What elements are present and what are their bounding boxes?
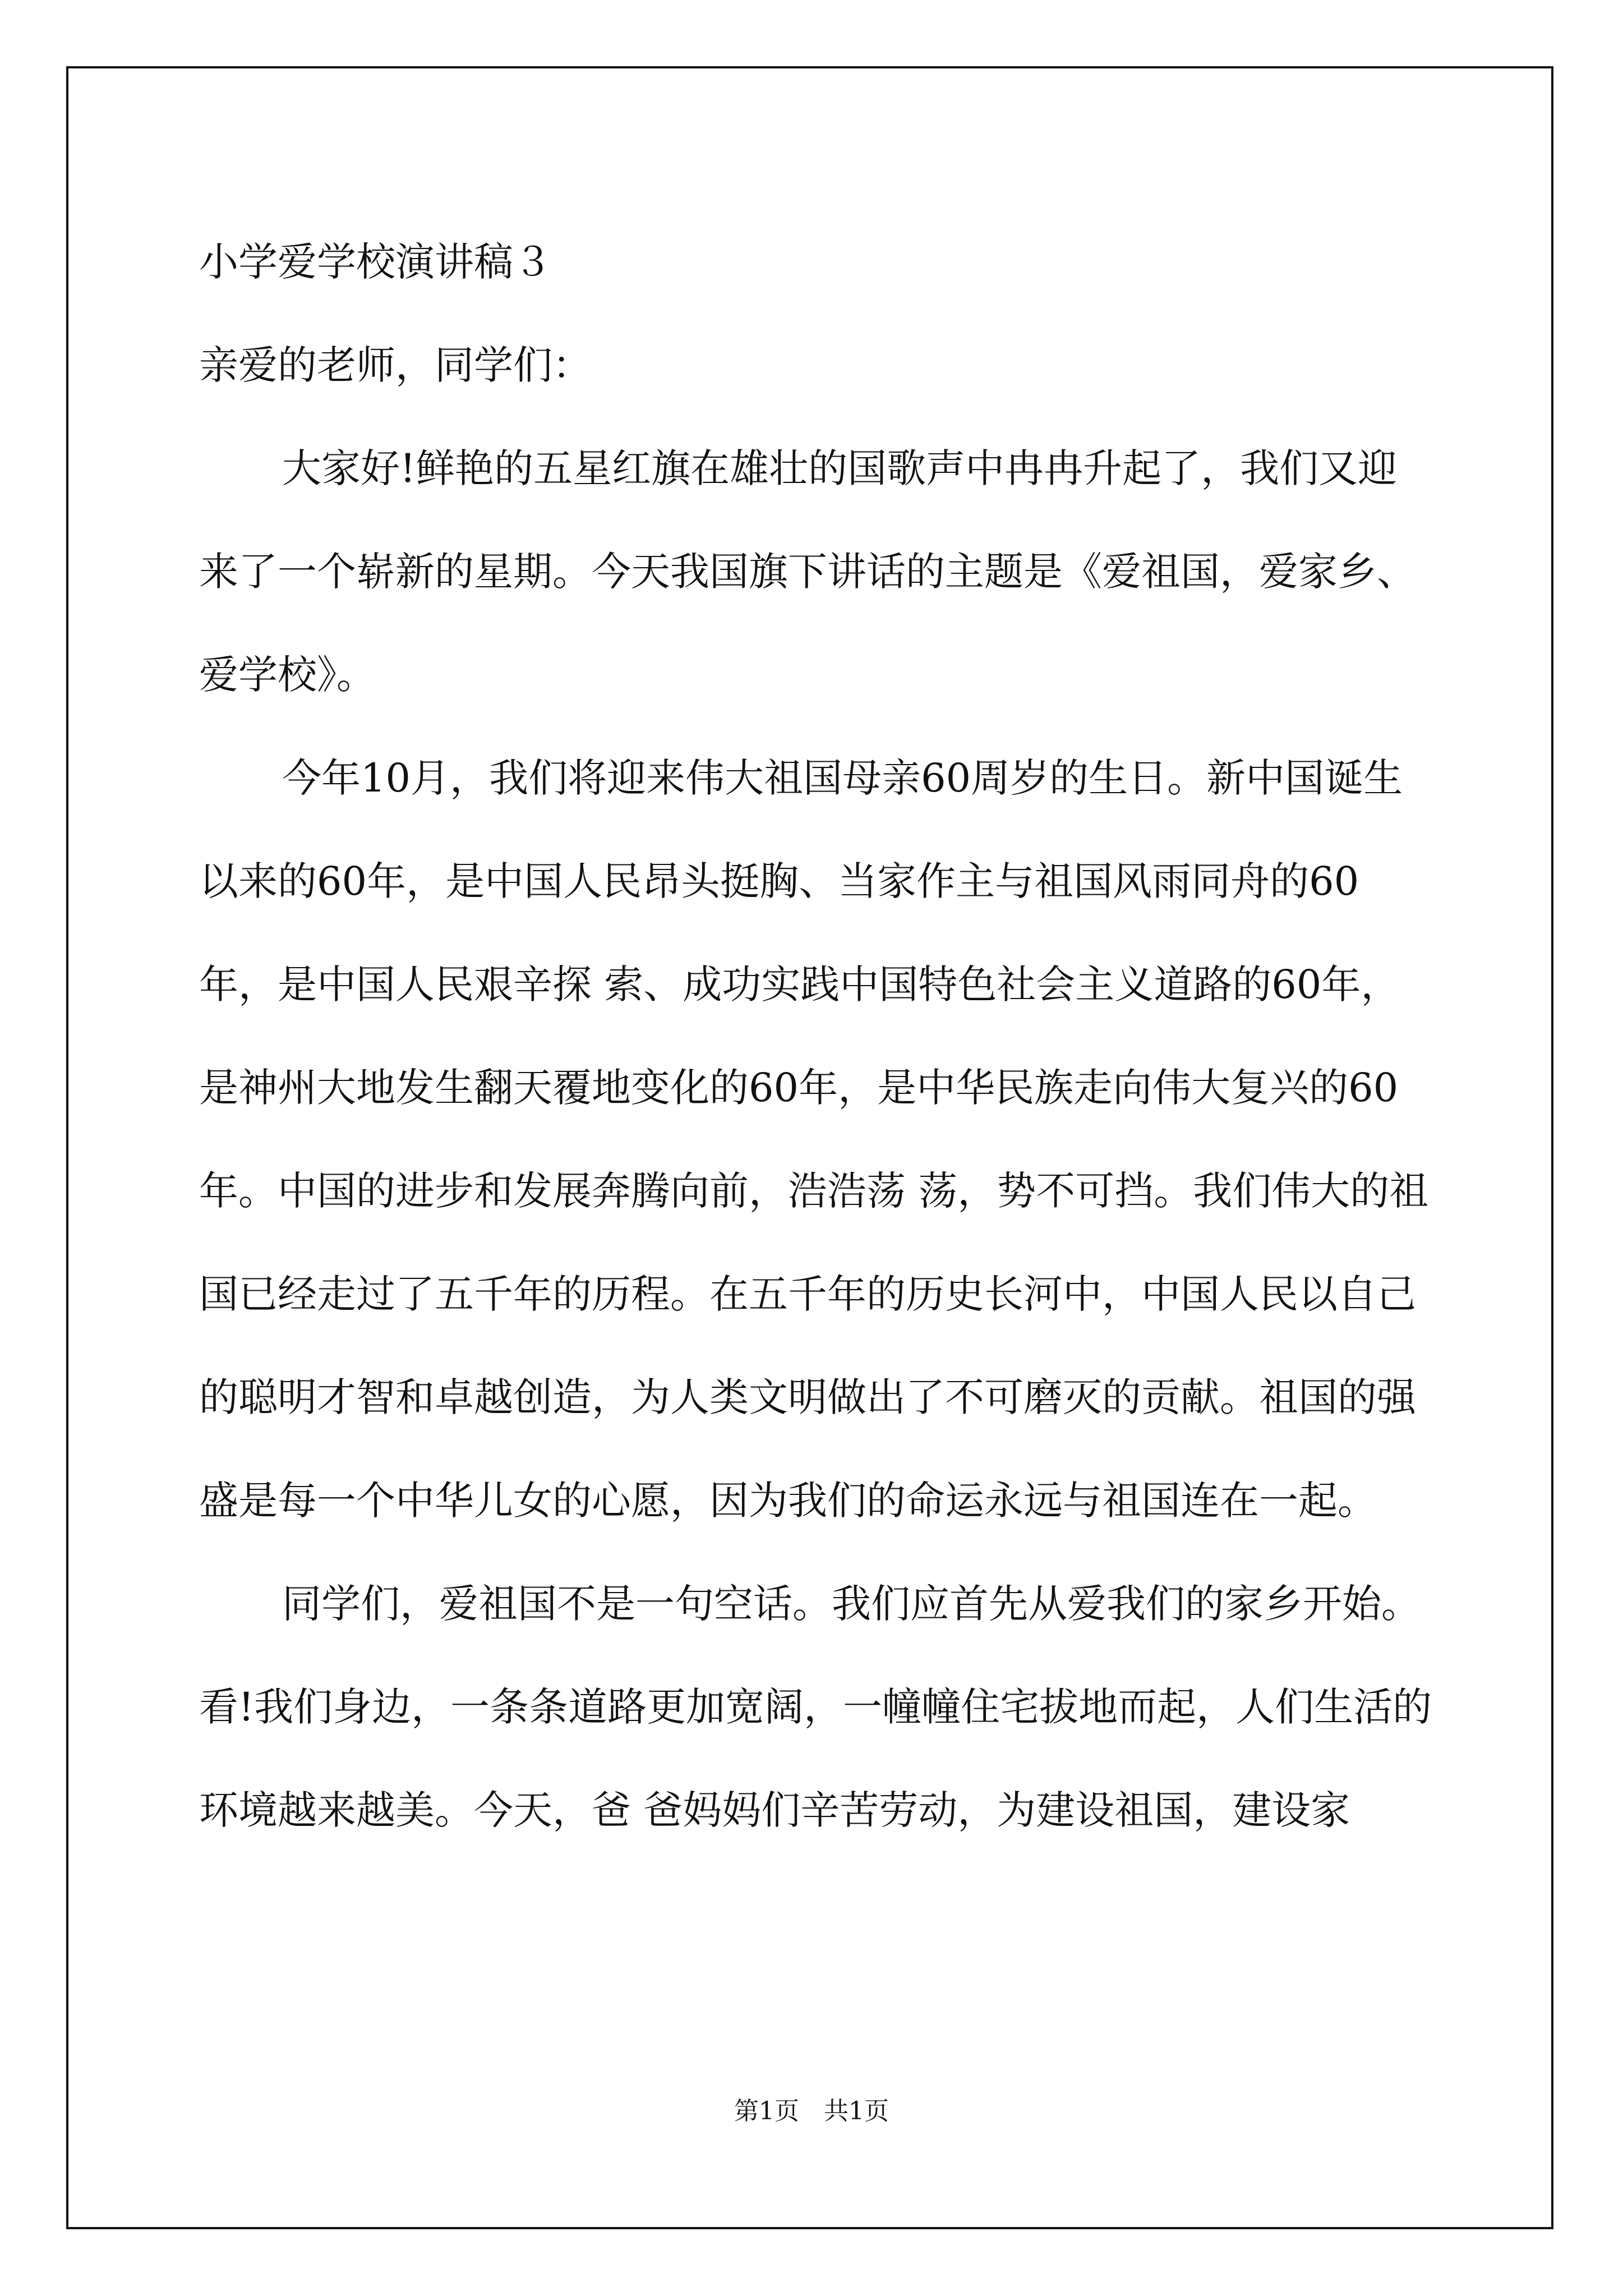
paragraph-2: 今年10月，我们将迎来伟大祖国母亲60周岁的生日。新中国诞生以来的60年，是中国人民昂头挺胸、当家作主与祖国风雨同舟的60年，是中国人民艰辛探 索、成功实践中国特色社会主义道路的60年，是神州大地发生翻天覆地变化的60年，是中华民族走向伟大复兴的60年。中国的进步和发展奔腾向前，浩浩荡 荡，势不可挡。我们伟大的祖国已经走过了五千年的历程。在五千年的历史长河中，中国人民以自己的聪明才智和卓越创造，为人类文明做出了不可磨灭的贡献。祖国的强盛是每一个中华儿女的心愿，因为我们的命运永远与祖国连在一起。 xyxy=(199,755,1429,1524)
page-number-footer: 第1页 共1页 xyxy=(734,2097,889,2125)
greeting: 亲爱的老师，同学们： xyxy=(199,342,592,388)
document-body xyxy=(199,210,1433,1862)
paragraph-1: 大家好!鲜艳的五星红旗在雄壮的国歌声中冉冉升起了，我们又迎来了一个崭新的星期。今天我国旗下讲话的主题是《爱祖国，爱家乡、爱学校》。 xyxy=(199,445,1416,698)
paragraph-3: 同学们，爱祖国不是一句空话。我们应首先从爱我们的家乡开始。看!我们身边，一条条道路更加宽阔，一幢幢住宅拔地而起，人们生活的环境越来越美。今天，爸 爸妈妈们辛苦劳动，为建设祖国，建设家 xyxy=(199,1581,1432,1833)
document-title: 小学爱学校演讲稿３ xyxy=(199,239,552,285)
